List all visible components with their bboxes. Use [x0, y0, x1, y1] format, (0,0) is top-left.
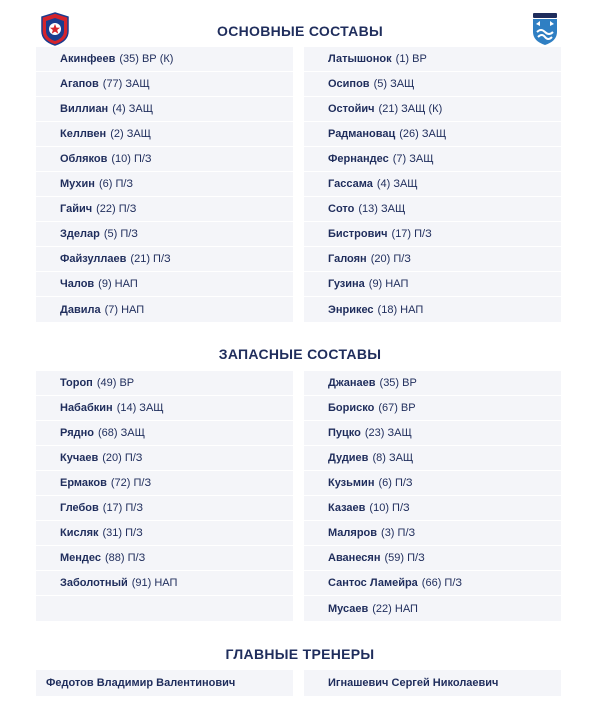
player-name: Чалов: [60, 278, 95, 290]
player-row: [304, 72, 561, 97]
player-row: [304, 521, 561, 546]
player-name: Казаев: [328, 502, 366, 514]
player-name: Давила: [60, 303, 101, 316]
player-row: [36, 172, 293, 197]
player-row: [304, 546, 561, 571]
player-detail: (88) П/З: [105, 552, 146, 564]
player-row: [36, 396, 293, 421]
player-detail: (2) ЗАЩ: [110, 128, 151, 140]
player-name: Ермаков: [60, 477, 107, 489]
player-detail: (49) ВР: [96, 377, 135, 389]
player-row: [304, 222, 561, 247]
player-row: [304, 571, 561, 596]
player-name: Зделар: [60, 228, 100, 240]
player-row: [36, 222, 293, 247]
player-detail: (4) ЗАЩ: [112, 103, 154, 115]
player-row: [304, 371, 561, 396]
player-detail: (66) П/З: [421, 577, 463, 589]
player-detail: (20) П/З: [370, 253, 411, 265]
player-detail: (7) ЗАЩ: [392, 153, 434, 165]
player-name: Файзуллаев: [60, 253, 127, 265]
player-name: Акинфеев: [60, 53, 116, 65]
player-detail: (26) ЗАЩ: [399, 128, 447, 140]
player-detail: (68) ЗАЩ: [97, 427, 145, 439]
player-name: Гассама: [328, 178, 373, 190]
player-row: [36, 72, 293, 97]
player-detail: (21) П/З: [130, 253, 171, 265]
player-row: [36, 47, 293, 72]
player-detail: (8) ЗАЩ: [372, 452, 414, 464]
home-subs-list: [36, 371, 293, 621]
player-row: [36, 97, 293, 122]
player-name: Кисляк: [60, 527, 99, 539]
player-row: [36, 122, 293, 147]
player-name: Бистрович: [328, 228, 388, 240]
player-row: [304, 47, 561, 72]
player-detail: (21) ЗАЩ (К): [378, 103, 443, 115]
player-row: [304, 247, 561, 272]
player-detail: (14) ЗАЩ: [116, 402, 164, 414]
player-name: Дудиев: [328, 452, 369, 464]
player-name: Аванесян: [328, 552, 381, 564]
player-detail: (10) П/З: [111, 153, 152, 165]
home-starting-list: [36, 47, 293, 322]
player-detail: (13) ЗАЩ: [358, 203, 406, 215]
player-name: Агапов: [60, 78, 99, 90]
player-detail: (77) ЗАЩ: [102, 78, 150, 90]
player-detail: (67) ВР: [378, 402, 416, 414]
player-name: Гайич: [60, 203, 93, 215]
player-row: [36, 521, 293, 546]
player-row: [36, 147, 293, 172]
player-row: [304, 496, 561, 521]
player-detail: (9) НАП: [368, 278, 409, 290]
player-detail: (17) П/З: [102, 502, 144, 514]
player-row: [36, 421, 293, 446]
player-detail: (4) ЗАЩ: [376, 178, 418, 190]
player-detail: (91) НАП: [131, 577, 178, 589]
player-detail: (6) П/З: [378, 477, 413, 489]
player-detail: (1) ВР: [395, 53, 427, 65]
player-name: Тороп: [60, 377, 93, 389]
away-coach-box: [304, 670, 561, 696]
player-row: [304, 122, 561, 147]
player-row: [304, 172, 561, 197]
player-name: Сото: [328, 203, 355, 215]
player-row: [36, 571, 293, 596]
player-detail: (9) НАП: [98, 278, 138, 290]
player-row: [304, 97, 561, 122]
away-subs-list: [304, 371, 561, 621]
player-row: [36, 471, 293, 496]
player-name: Келлвен: [60, 128, 107, 140]
player-name: Рядно: [60, 427, 94, 439]
player-name: Энрикес: [328, 303, 374, 316]
player-row-empty: [36, 596, 293, 621]
player-detail: (22) НАП: [372, 602, 418, 615]
player-row: [36, 247, 293, 272]
player-row: [36, 546, 293, 571]
substitutes-heading: ЗАПАСНЫЕ СОСТАВЫ: [218, 346, 382, 362]
player-detail: (18) НАП: [377, 303, 424, 316]
player-name: Осипов: [328, 78, 370, 90]
player-detail: (59) П/З: [384, 552, 425, 564]
player-row: [304, 297, 561, 322]
player-name: Глебов: [60, 502, 99, 514]
player-name: Мухин: [60, 178, 95, 190]
player-row: [36, 197, 293, 222]
player-name: Галоян: [328, 253, 367, 265]
player-detail: (72) П/З: [110, 477, 152, 489]
player-name: Остойич: [328, 103, 375, 115]
home-coach-box: [36, 670, 293, 696]
player-name: Джанаев: [328, 377, 376, 389]
player-name: Кузьмин: [328, 477, 375, 489]
player-row: [304, 197, 561, 222]
starting-lineups-heading: ОСНОВНЫЕ СОСТАВЫ: [217, 23, 383, 39]
player-row: [304, 147, 561, 172]
player-name: Мусаев: [328, 602, 369, 615]
player-name: Набабкин: [60, 402, 113, 414]
player-name: Радмановац: [328, 128, 396, 140]
player-row: [304, 446, 561, 471]
player-name: Фернандес: [328, 153, 389, 165]
player-name: Гузина: [328, 278, 365, 290]
home-coach-name: Федотов Владимир Валентинович: [46, 677, 236, 689]
player-row: [304, 272, 561, 297]
player-row: [36, 297, 293, 322]
player-name: Пуцко: [328, 427, 361, 439]
player-row: [304, 396, 561, 421]
player-name: Кучаев: [60, 452, 99, 464]
player-detail: (35) ВР (К): [119, 53, 174, 65]
away-coach-name: Игнашевич Сергей Николаевич: [328, 677, 499, 689]
player-row: [36, 496, 293, 521]
player-row: [36, 272, 293, 297]
player-name: Бориско: [328, 402, 375, 414]
player-detail: (23) ЗАЩ: [364, 427, 412, 439]
player-name: Обляков: [60, 153, 108, 165]
player-detail: (6) П/З: [98, 178, 134, 190]
player-detail: (20) П/З: [102, 452, 143, 464]
player-name: Мендес: [60, 552, 101, 564]
player-detail: (17) П/З: [391, 228, 432, 240]
player-detail: (3) П/З: [381, 527, 416, 539]
player-name: Виллиан: [60, 103, 109, 115]
player-row: [304, 421, 561, 446]
player-name: Маляров: [328, 527, 378, 539]
player-row: [304, 596, 561, 621]
player-row: [36, 371, 293, 396]
player-name: Латышонок: [328, 53, 392, 65]
player-detail: (22) П/З: [96, 203, 137, 215]
player-detail: (31) П/З: [102, 527, 143, 539]
player-row: [304, 471, 561, 496]
player-detail: (5) П/З: [103, 228, 138, 240]
player-name: Сантос Ламейра: [328, 577, 418, 589]
player-detail: (7) НАП: [104, 303, 145, 316]
head-coaches-heading: ГЛАВНЫЕ ТРЕНЕРЫ: [225, 646, 375, 662]
player-detail: (10) П/З: [369, 502, 410, 514]
player-detail: (35) ВР: [379, 377, 417, 389]
player-name: Заболотный: [60, 577, 128, 589]
player-detail: (5) ЗАЩ: [373, 78, 415, 90]
away-starting-list: [304, 47, 561, 322]
player-row: [36, 446, 293, 471]
